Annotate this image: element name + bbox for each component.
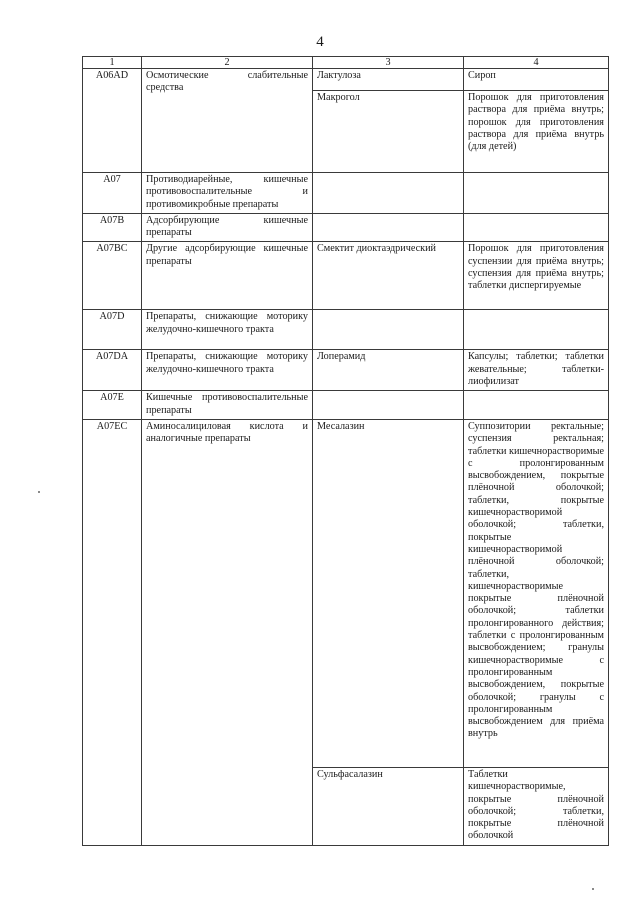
drug-name-cell [313, 391, 464, 420]
group-cell: Противодиарейные, кишечные противовоспалительные и противомикробные препараты [142, 173, 313, 214]
dosage-form-cell: Сироп [464, 69, 609, 91]
table-row [83, 213, 609, 242]
table-row [83, 350, 609, 391]
atc-code-cell: A07E [83, 391, 142, 420]
scan-speck [38, 491, 40, 493]
drug-name-cell: Лактулоза [313, 69, 464, 91]
dosage-form-cell: Капсулы; таблетки; таблетки жевательные; таблетки-лиофилизат [464, 350, 609, 391]
column-header: 4 [464, 57, 609, 69]
table-row [83, 173, 609, 214]
table-row [83, 419, 609, 767]
drug-name-cell: Лоперамид [313, 350, 464, 391]
group-cell: Препараты, снижающие моторику желудочно-кишечного тракта [142, 350, 313, 391]
dosage-form-cell [464, 391, 609, 420]
atc-code-cell: A06AD [83, 69, 142, 173]
group-cell: Осмотические слабительные средства [142, 69, 313, 173]
atc-code-cell: A07 [83, 173, 142, 214]
dosage-form-cell: Суппозитории ректальные; суспензия ректальная; таблетки кишечнорастворимые с пролонгированным высвобождением, покрытые плёночной оболочкой; таблетки, покрытые кишечнорастворимой оболочкой; таблетки, покрытые кишечнорастворимой плёночной оболочкой; таблетки, кишечнорастворимые покрытые плёночной оболочкой; таблетки пролонгированного действия; таблетки с пролонгированным высвобождением; гранулы кишечнорастворимые с пролонгированным высвобождением, покрытые оболочкой; гранулы с пролонгированным высвобождением для приёма внутрь [464, 419, 609, 767]
dosage-form-cell [464, 310, 609, 350]
drug-name-cell [313, 173, 464, 214]
group-cell: Кишечные противовоспалительные препараты [142, 391, 313, 420]
atc-code-cell: A07D [83, 310, 142, 350]
table-row [83, 242, 609, 310]
atc-code-cell: A07B [83, 213, 142, 242]
drug-name-cell [313, 213, 464, 242]
dosage-form-cell [464, 213, 609, 242]
table-row [83, 391, 609, 420]
group-cell: Адсорбирующие кишечные препараты [142, 213, 313, 242]
table-header-row [83, 57, 609, 69]
column-header: 1 [83, 57, 142, 69]
group-cell: Другие адсорбирующие кишечные препараты [142, 242, 313, 310]
column-header: 2 [142, 57, 313, 69]
atc-code-cell: A07BC [83, 242, 142, 310]
atc-code-cell: A07EC [83, 419, 142, 845]
scan-speck [592, 888, 594, 890]
drug-name-cell: Макрогол [313, 91, 464, 173]
dosage-form-cell: Порошок для приготовления раствора для приёма внутрь; порошок для приготовления раствора для приёма внутрь (для детей) [464, 91, 609, 173]
atc-code-cell: A07DA [83, 350, 142, 391]
group-cell: Аминосалициловая кислота и аналогичные препараты [142, 419, 313, 845]
column-header: 3 [313, 57, 464, 69]
drug-name-cell: Смектит диоктаэдрический [313, 242, 464, 310]
dosage-form-cell: Порошок для приготовления суспензии для приёма внутрь; суспензия для приёма внутрь; таблетки диспергируемые [464, 242, 609, 310]
group-cell: Препараты, снижающие моторику желудочно-кишечного тракта [142, 310, 313, 350]
drug-name-cell: Сульфасалазин [313, 767, 464, 845]
page-number: 4 [316, 34, 324, 50]
dosage-form-cell [464, 173, 609, 214]
drug-name-cell [313, 310, 464, 350]
dosage-form-cell: Таблетки кишечнорастворимые, покрытые плёночной оболочкой; таблетки, покрытые плёночной оболочкой [464, 767, 609, 845]
drug-name-cell: Месалазин [313, 419, 464, 767]
table-row [83, 69, 609, 91]
drug-table [82, 56, 609, 846]
table-row [83, 310, 609, 350]
